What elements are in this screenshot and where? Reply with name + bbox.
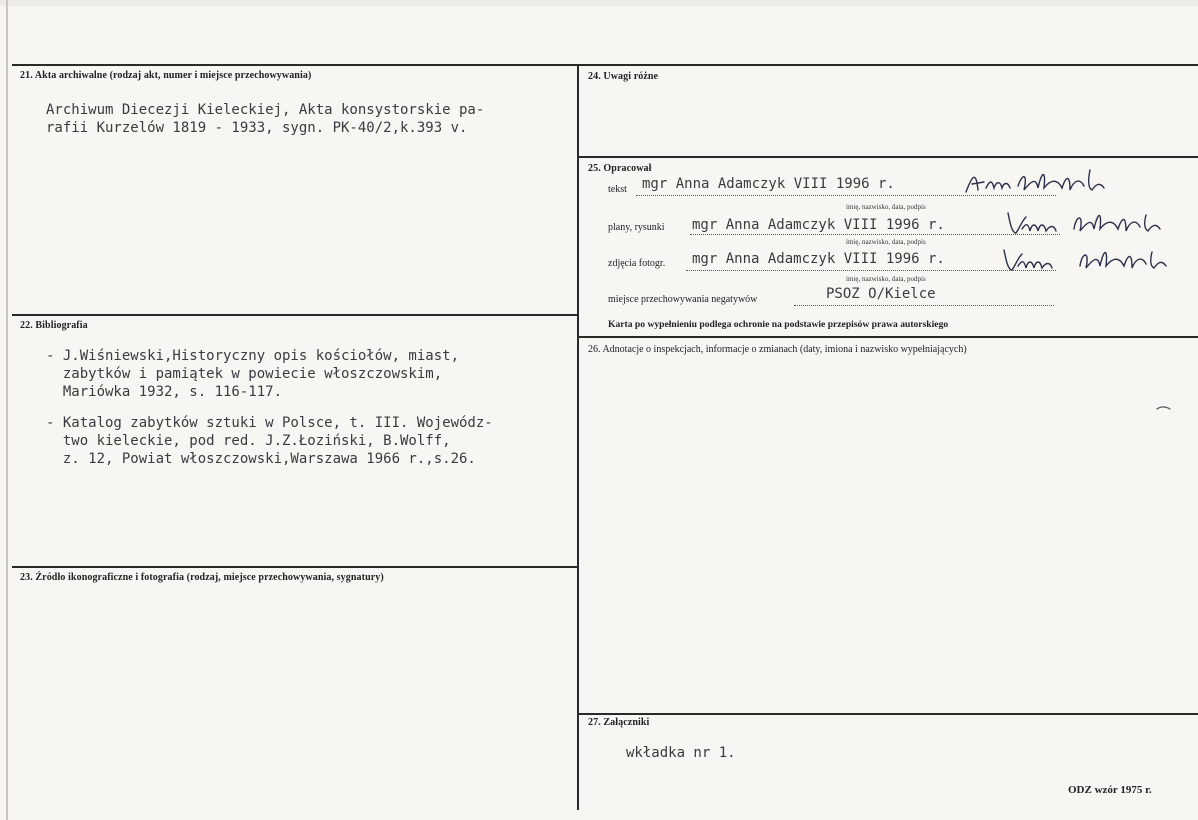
plany-label: plany, rysunki xyxy=(608,222,665,233)
rule-21-22 xyxy=(12,314,578,316)
negatives-dotline xyxy=(794,305,1054,306)
copyright-note: Karta po wypełnieniu podlega ochronie na podstawie przepisów prawa autorskiego xyxy=(608,319,949,330)
negatives-label: miejsce przechowywania negatywów xyxy=(608,294,758,305)
paper-edge-top xyxy=(0,0,1198,6)
plany-caption: imię, nazwisko, data, podpis xyxy=(846,238,926,246)
section-25-label: 25. Opracował xyxy=(588,163,652,174)
attachments-value: wkładka nr 1. xyxy=(626,745,736,761)
section-22-label: 22. Bibliografia xyxy=(20,320,88,331)
signature-zdjecia xyxy=(1000,242,1172,276)
tekst-label: tekst xyxy=(608,184,627,195)
bibliography-entry: - Katalog zabytków sztuki w Polsce, t. III. Wojewódz- two kieleckie, pod red. J.Z.Łoziński, B.Wolff, z. 12, Powiat włoszczowski,Warszawa 1966 r.,s.26. xyxy=(46,415,493,467)
center-divider xyxy=(577,64,579,810)
rule-22-23 xyxy=(12,566,578,568)
section-26-label: 26. Adnotacje o inspekcjach, informacje o zmianach (daty, imiona i nazwisko wypełniających) xyxy=(588,344,967,355)
paper-edge-left xyxy=(6,0,8,820)
zdjecia-label: zdjęcia fotogr. xyxy=(608,258,666,269)
zdjecia-caption: imię, nazwisko, data, podpis xyxy=(846,275,926,283)
negatives-value: PSOZ O/Kielce xyxy=(826,286,936,302)
plany-value: mgr Anna Adamczyk VIII 1996 r. xyxy=(692,217,945,233)
signature-tekst xyxy=(962,166,1112,198)
top-rule xyxy=(12,64,1198,66)
rule-26-27 xyxy=(578,713,1198,715)
signature-plany xyxy=(1004,207,1164,239)
zdjecia-value: mgr Anna Adamczyk VIII 1996 r. xyxy=(692,251,945,267)
section-27-label: 27. Załączniki xyxy=(588,717,650,728)
section-24-label: 24. Uwagi różne xyxy=(588,71,659,82)
form-template-footer: ODZ wzór 1975 r. xyxy=(1068,784,1152,796)
section-21-label: 21. Akta archiwalne (rodzaj akt, numer i miejsce przechowywania) xyxy=(20,70,312,81)
tekst-value: mgr Anna Adamczyk VIII 1996 r. xyxy=(642,176,895,192)
section-21-line-2: rafii Kurzelów 1819 - 1933, sygn. PK-40/2,k.393 v. xyxy=(46,120,468,136)
section-21-line-1: Archiwum Diecezji Kieleckiej, Akta konsystorskie pa- xyxy=(46,102,485,118)
section-23-label: 23. Źródło ikonograficzne i fotografia (rodzaj, miejsce przechowywania, sygnatury) xyxy=(20,572,384,583)
ink-mark xyxy=(1156,404,1172,412)
rule-25-26 xyxy=(578,336,1198,338)
rule-24-25 xyxy=(578,156,1198,158)
tekst-caption: imię, nazwisko, data, podpis xyxy=(846,203,926,211)
bibliography-entry: - J.Wiśniewski,Historyczny opis kościołów, miast, zabytków i pamiątek w powiecie włoszczowskim, Mariówka 1932, s. 116-117. xyxy=(46,348,460,400)
